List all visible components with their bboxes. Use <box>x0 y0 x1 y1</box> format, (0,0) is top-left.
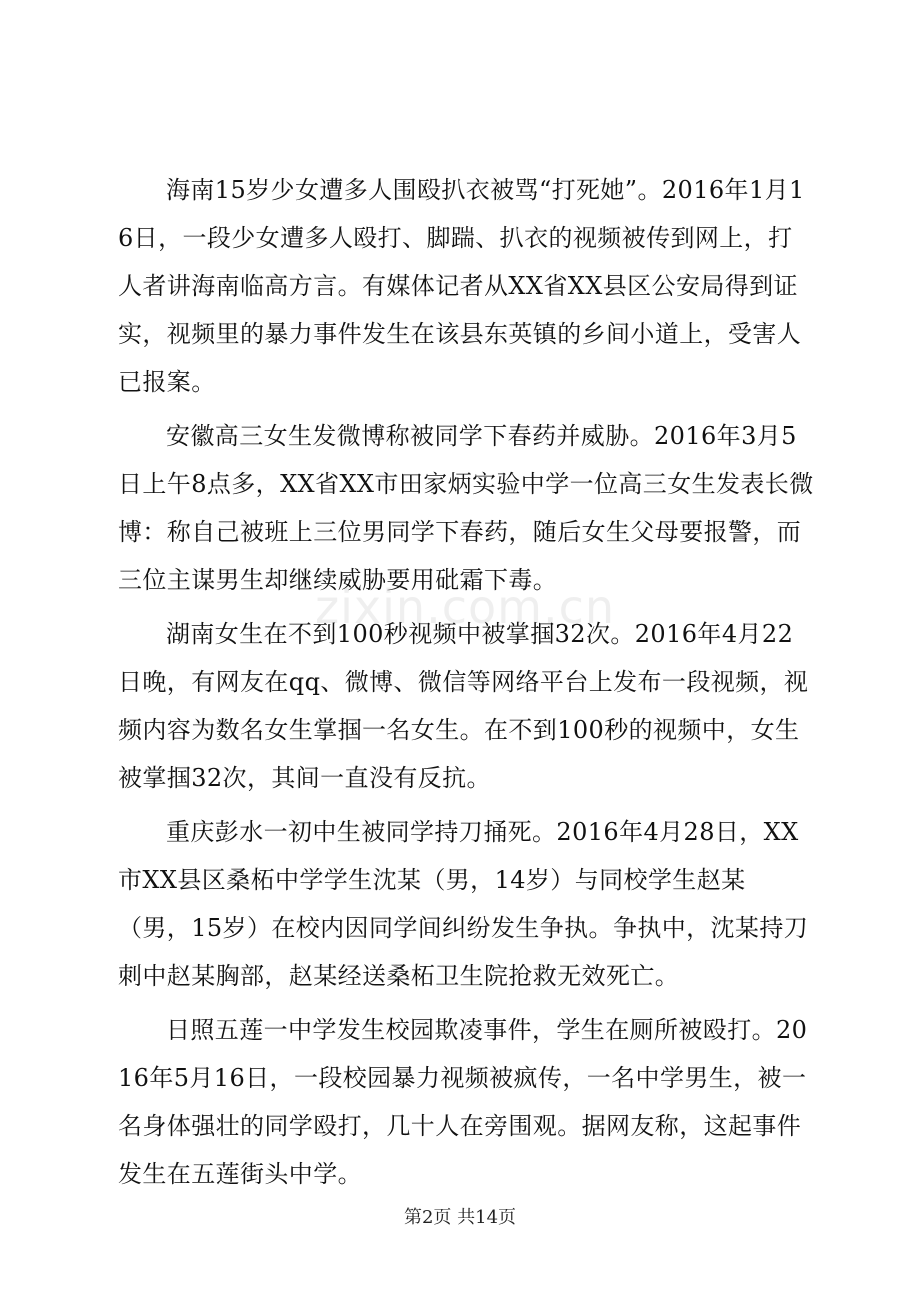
page-footer: 第2页 共14页 <box>403 1207 517 1228</box>
paragraph-chongqing: 重庆彭水一初中生被同学持刀捅死。2016年4月28日，XX市XX县区桑柘中学学生沈某（男，14岁）与同校学生赵某（男，15岁）在校内因同学间纠纷发生争执。争执中，沈某持刀刺中赵某胸部，赵某经送桑柘卫生院抢救无效死亡。 <box>118 818 809 990</box>
paragraph-anhui: 安徽高三女生发微博称被同学下春药并威胁。2016年3月5日上午8点多，XX省XX市田家炳实验中学一位高三女生发表长微博：称自己被班上三位男同学下春药，随后女生父母要报警，而三位主谋男生却继续威胁要用砒霜下毒。 <box>118 422 814 594</box>
paragraph-hunan: 湖南女生在不到100秒视频中被掌掴32次。2016年4月22日晚，有网友在qq、微博、微信等网络平台上发布一段视频，视频内容为数名女生掌掴一名女生。在不到100秒的视频中，女生被掌掴32次，其间一直没有反抗。 <box>118 620 809 792</box>
paragraph-rizhao: 日照五莲一中学发生校园欺凌事件，学生在厕所被殴打。2016年5月16日，一段校园暴力视频被疯传，一名中学男生，被一名身体强壮的同学殴打，几十人在旁围观。据网友称，这起事件发生在五莲街头中学。 <box>118 1016 808 1188</box>
paragraph-hainan: 海南15岁少女遭多人围殴扒衣被骂“打死她”。2016年1月16日，一段少女遭多人殴打、脚踹、扒衣的视频被传到网上，打人者讲海南临高方言。有媒体记者从XX省XX县区公安局得到证实，视频里的暴力事件发生在该县东英镇的乡间小道上，受害人已报案。 <box>118 176 805 396</box>
document-body <box>118 166 814 1204</box>
watermark: zixin.com.cn <box>315 580 616 634</box>
